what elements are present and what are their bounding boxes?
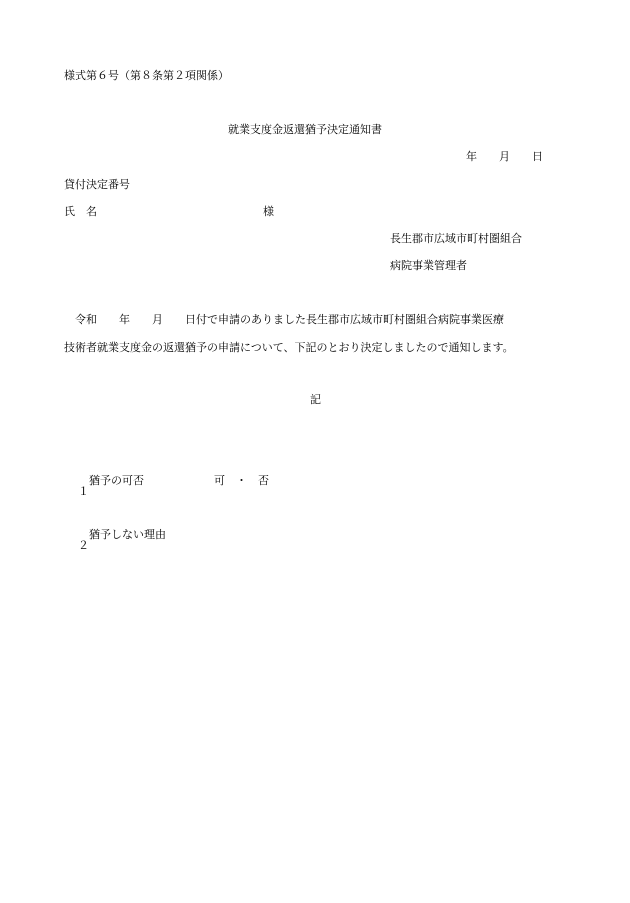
item-2 <box>64 529 89 562</box>
date-placeholder: 年 月 日 <box>466 150 543 163</box>
item-2-label: 猶予しない理由 <box>89 528 166 541</box>
document-title: 就業支度金返還猶予決定通知書 <box>228 123 382 136</box>
item-1 <box>64 475 89 508</box>
item-number: １ <box>78 485 89 498</box>
item-number: ２ <box>78 539 89 552</box>
honorific: 様 <box>263 205 274 218</box>
body-line-1: 令和 年 月 日付で申請のありました長生郡市広域市町村圏組合病院事業医療 <box>64 313 504 326</box>
item-1-label: 猶予の可否 <box>89 474 144 487</box>
loan-decision-number-label: 貸付決定番号 <box>64 178 130 191</box>
name-label: 氏 名 <box>64 205 97 218</box>
ki-marker: 記 <box>310 393 321 406</box>
issuer-organization: 長生郡市広域市町村圏組合 <box>390 232 522 245</box>
body-line-2: 技術者就業支度金の返還猶予の申請について、下記のとおり決定しましたので通知します。 <box>64 341 514 354</box>
form-number: 様式第６号（第８条第２項関係） <box>64 69 229 82</box>
issuer-title: 病院事業管理者 <box>390 259 467 272</box>
item-1-options: 可 ・ 否 <box>214 474 269 487</box>
